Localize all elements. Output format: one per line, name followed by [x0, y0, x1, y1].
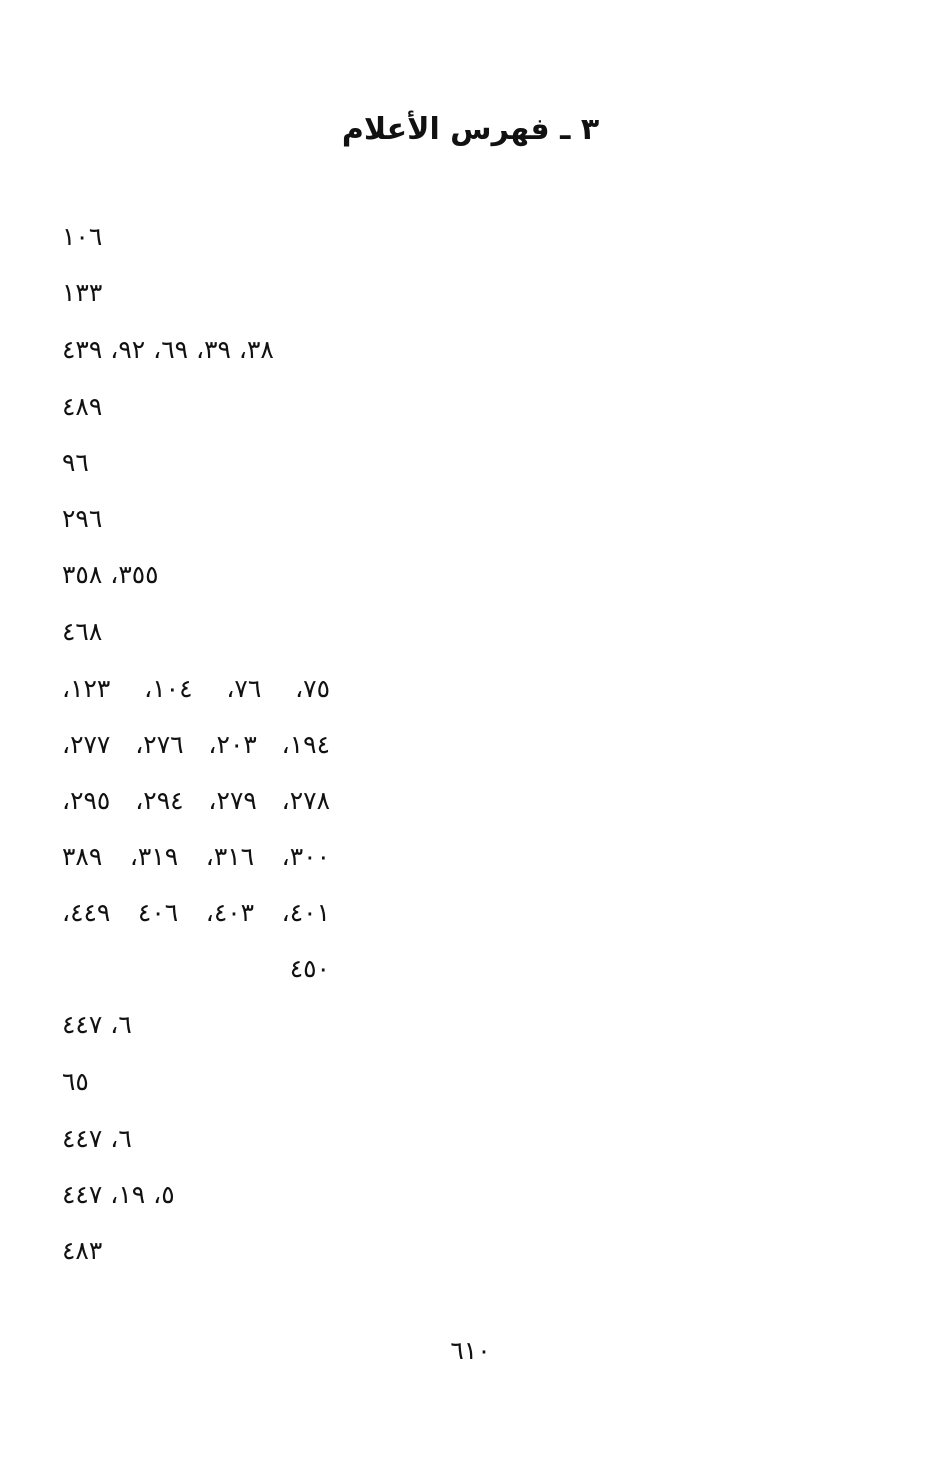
page-number: ٦١٠ — [450, 1336, 491, 1365]
entry-pages: ١٣٣ — [62, 278, 103, 307]
entry-pages: ٧٥، ٧٦، ١٠٤، ١٢٣، — [62, 674, 331, 703]
entry-pages: ٦٥ — [62, 1067, 89, 1096]
entry-pages: ٣٨، ٣٩، ٦٩، ٩٢، ٤٣٩ — [62, 335, 274, 364]
entry-pages: ٩٦ — [62, 448, 89, 477]
page-title: ٣ ـ فهرس الأعلام — [341, 112, 600, 147]
entry-pages: ١٠٦ — [62, 222, 103, 251]
entry-pages: ٤٥٠ — [289, 954, 330, 983]
entry-pages: ٢٧٨، ٢٧٩، ٢٩٤، ٢٩٥، — [62, 786, 331, 815]
entry-pages: ٣٠٠، ٣١٦، ٣١٩، ٣٨٩ — [62, 842, 331, 871]
entry-pages: ٤٨٣ — [62, 1236, 103, 1265]
entry-pages: ٤٦٨ — [62, 617, 103, 646]
entry-pages: ١٩٤، ٢٠٣، ٢٧٦، ٢٧٧، — [62, 730, 331, 759]
entry-pages: ٦، ٤٤٧ — [62, 1124, 132, 1153]
entry-pages: ٥، ١٩، ٤٤٧ — [62, 1180, 175, 1209]
entry-pages: ٤٠١، ٤٠٣، ٤٠٦ ٤٤٩، — [62, 898, 331, 927]
entry-pages: ٢٩٦ — [62, 504, 103, 533]
entry-pages: ٤٨٩ — [62, 392, 103, 421]
entry-pages: ٣٥٥، ٣٥٨ — [62, 560, 159, 589]
entry-pages: ٦، ٤٤٧ — [62, 1010, 132, 1039]
